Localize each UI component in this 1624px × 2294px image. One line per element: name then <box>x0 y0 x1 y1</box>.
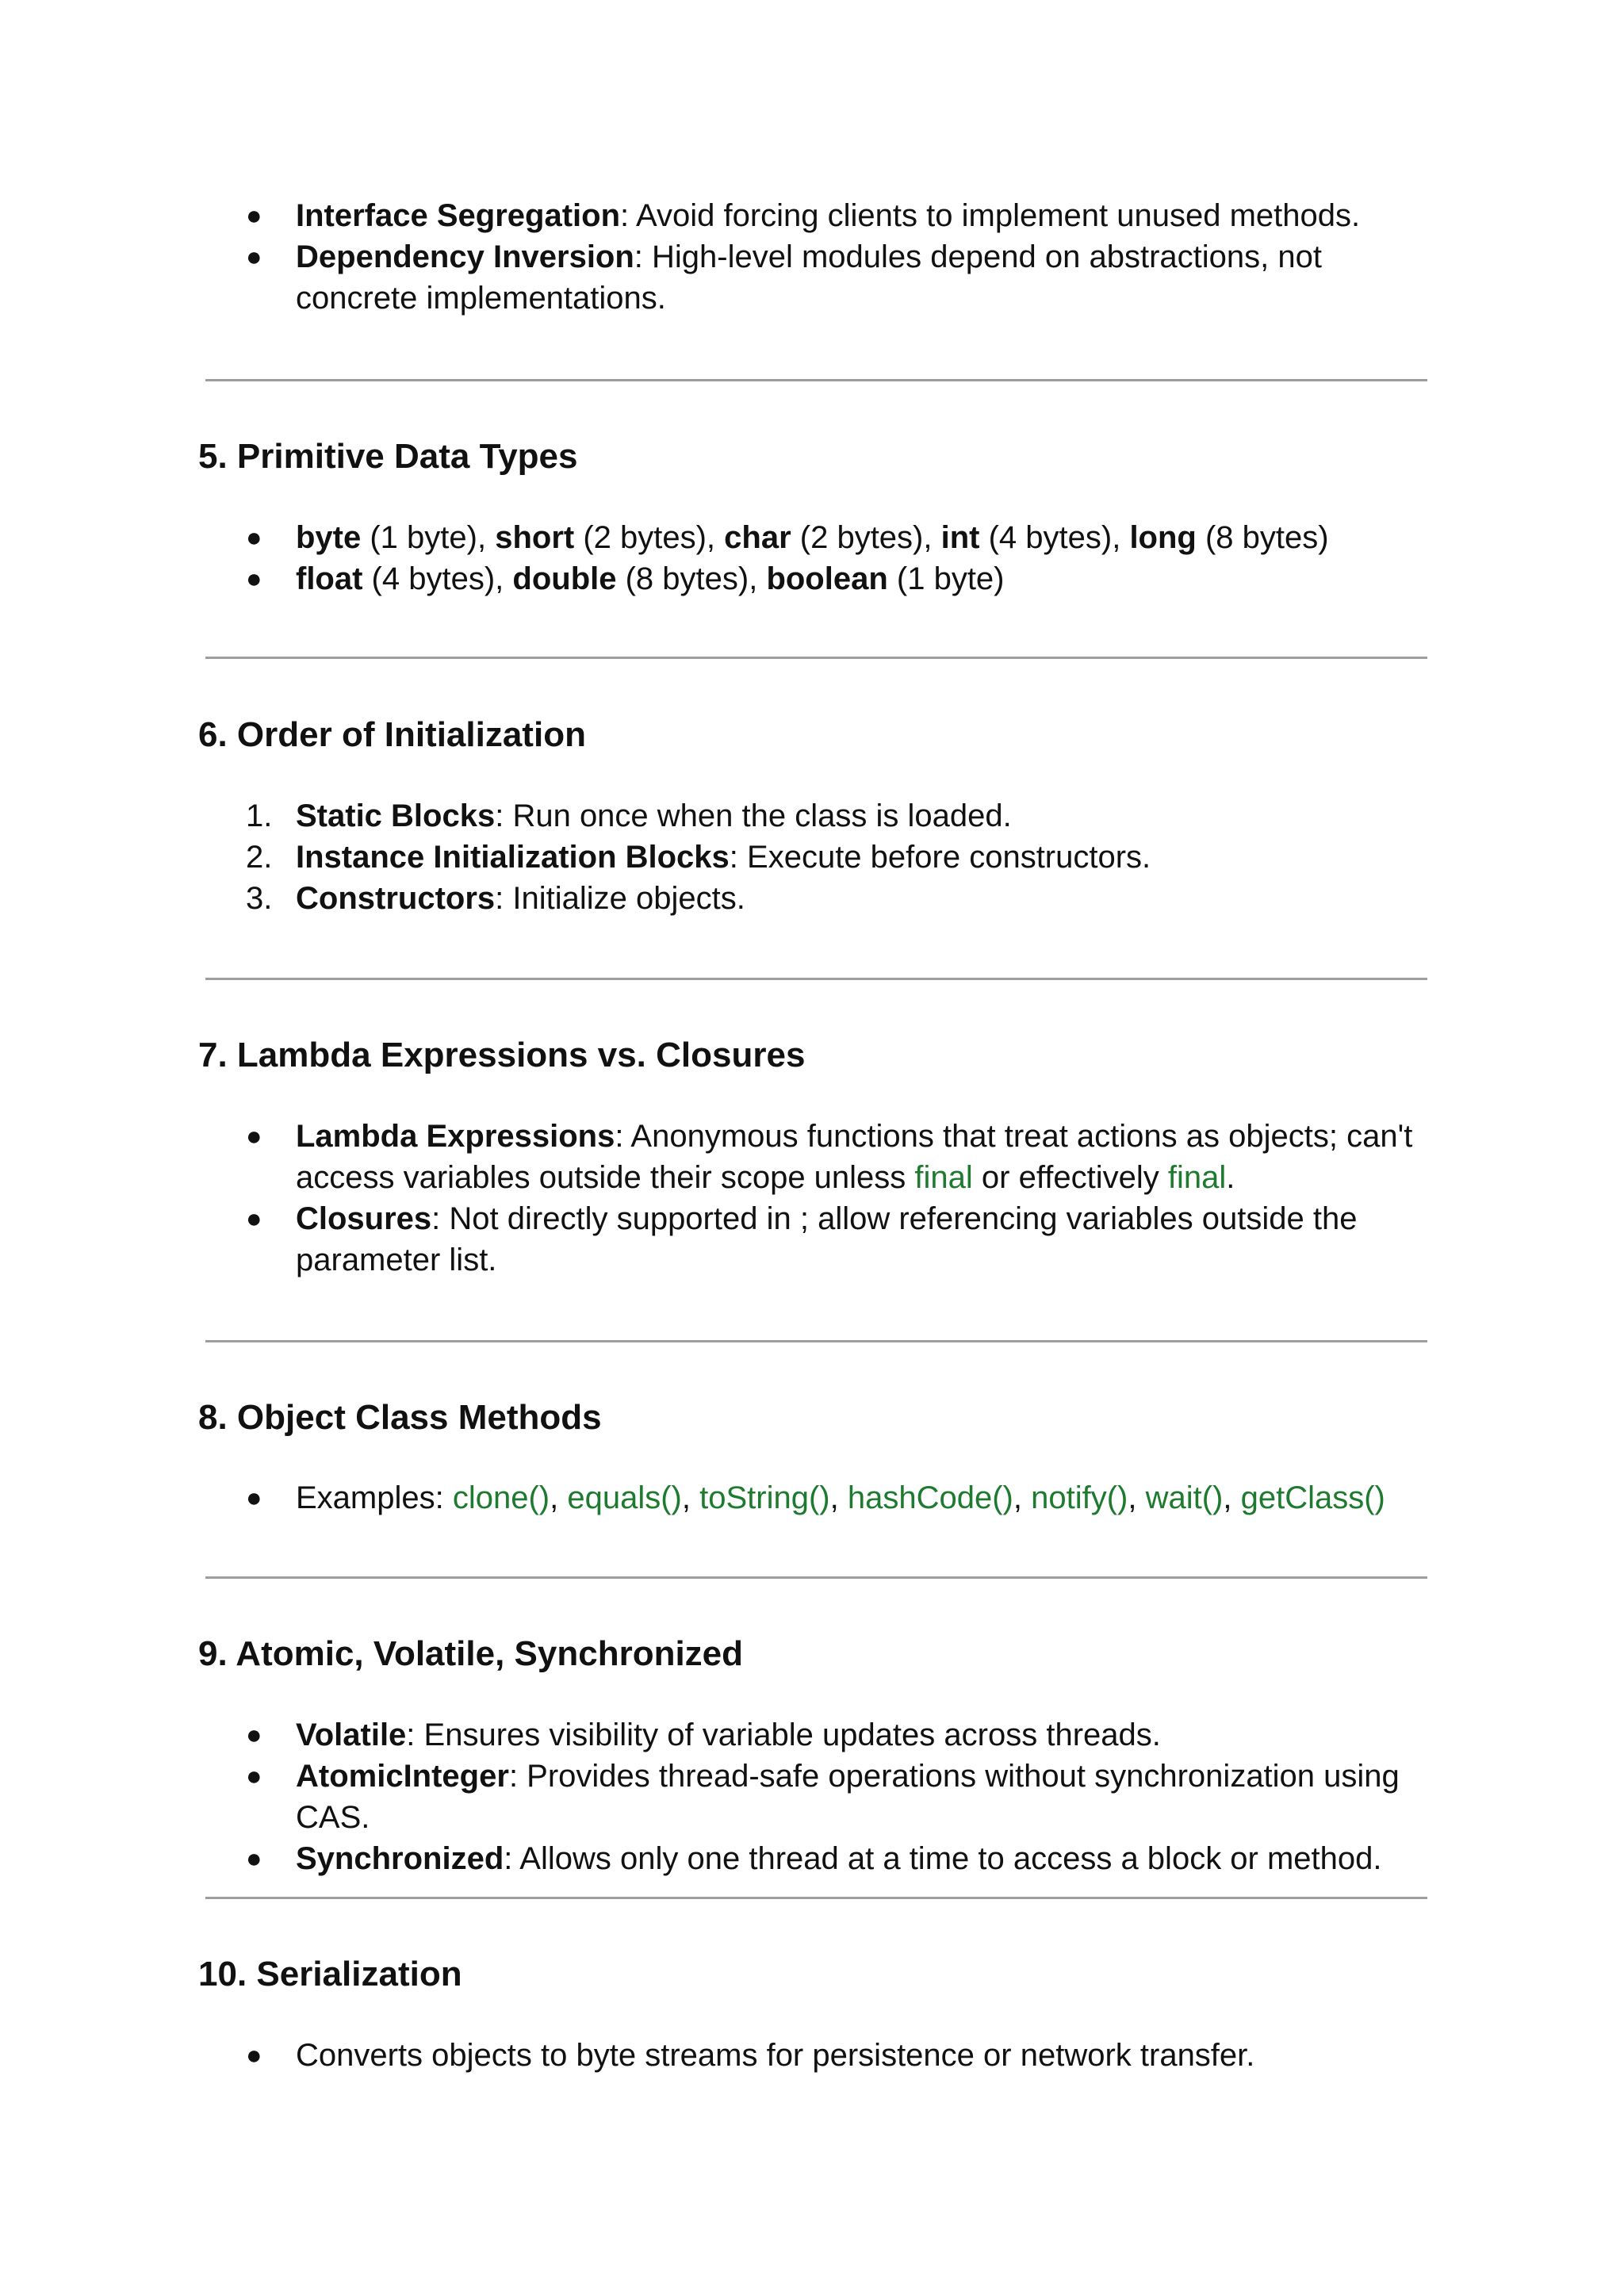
section-heading-object-methods: 8. Object Class Methods <box>198 1398 602 1437</box>
list-item: ● Closures: Not directly supported in ; allow referencing variables outside the parameter list. <box>0 1198 1624 1281</box>
term: Synchronized <box>296 1841 504 1876</box>
term: AtomicInteger <box>296 1759 509 1794</box>
bullet-icon: ● <box>246 201 262 231</box>
term: Dependency Inversion <box>296 239 634 274</box>
method-name: hashCode() <box>847 1480 1013 1515</box>
method-name: notify() <box>1031 1480 1128 1515</box>
list-item: ● float (4 bytes), double (8 bytes), boolean (1 byte) <box>0 558 1624 599</box>
section-heading-initialization: 6. Order of Initialization <box>198 715 586 754</box>
term: Volatile <box>296 1718 407 1752</box>
object-methods-list <box>0 1477 1624 1518</box>
list-item: 3. Constructors: Initialize objects. <box>0 878 1624 919</box>
term: Lambda Expressions <box>296 1119 615 1154</box>
method-name: toString() <box>699 1480 830 1515</box>
lambda-list <box>0 1116 1624 1281</box>
list-number: 3. <box>246 881 273 916</box>
section-divider <box>205 1576 1427 1579</box>
bullet-icon: ● <box>246 1720 262 1750</box>
term: Static Blocks <box>296 798 496 833</box>
list-item: ● AtomicInteger: Provides thread-safe operations without synchronization using CAS. <box>0 1756 1624 1838</box>
section-divider <box>205 978 1427 980</box>
list-item: 2. Instance Initialization Blocks: Execute before constructors. <box>0 837 1624 878</box>
section-divider <box>205 379 1427 381</box>
method-name: wait() <box>1145 1480 1224 1515</box>
method-name: equals() <box>567 1480 682 1515</box>
list-item: ● Volatile: Ensures visibility of variable updates across threads. <box>0 1714 1624 1756</box>
section-divider <box>205 1340 1427 1342</box>
bullet-icon: ● <box>246 523 262 553</box>
bullet-icon: ● <box>246 1844 262 1874</box>
list-item: ● Interface Segregation: Avoid forcing clients to implement unused methods. <box>0 195 1624 236</box>
initialization-order-list <box>0 795 1624 919</box>
list-item: ● Examples: clone(), equals(), toString(), hashCode(), notify(), wait(), getClass() <box>0 1477 1624 1518</box>
method-name: clone() <box>452 1480 550 1515</box>
term: Interface Segregation <box>296 198 621 233</box>
section-divider <box>205 1897 1427 1899</box>
list-item: ● Lambda Expressions: Anonymous functions that treat actions as objects; can't access variables outside their scope unless final or effectively final. <box>0 1116 1624 1198</box>
bullet-icon: ● <box>246 1121 262 1151</box>
term: Instance Initialization Blocks <box>296 840 730 875</box>
list-item: ● Converts objects to byte streams for persistence or network transfer. <box>0 2035 1624 2076</box>
list-item: 1. Static Blocks: Run once when the class is loaded. <box>0 795 1624 837</box>
concurrency-list <box>0 1714 1624 1879</box>
section-divider <box>205 657 1427 659</box>
section-heading-serialization: 10. Serialization <box>198 1955 462 1993</box>
section-heading-concurrency: 9. Atomic, Volatile, Synchronized <box>198 1634 744 1673</box>
code-keyword: final <box>1167 1160 1227 1195</box>
serialization-list <box>0 2035 1624 2076</box>
section-heading-primitive-types: 5. Primitive Data Types <box>198 437 578 476</box>
list-number: 2. <box>246 840 273 875</box>
term: Constructors <box>296 881 496 916</box>
bullet-icon: ● <box>246 1761 262 1791</box>
bullet-icon: ● <box>246 1483 262 1513</box>
list-item: ● byte (1 byte), short (2 bytes), char (2 bytes), int (4 bytes), long (8 bytes) <box>0 517 1624 558</box>
bullet-icon: ● <box>246 564 262 594</box>
solid-principles-list <box>0 195 1624 319</box>
list-item: ● Synchronized: Allows only one thread at a time to access a block or method. <box>0 1838 1624 1879</box>
bullet-icon: ● <box>246 1204 262 1234</box>
term: Closures <box>296 1201 432 1236</box>
list-number: 1. <box>246 798 273 833</box>
code-keyword: final <box>914 1160 973 1195</box>
section-heading-lambda: 7. Lambda Expressions vs. Closures <box>198 1036 806 1074</box>
bullet-icon: ● <box>246 2040 262 2070</box>
list-item: ● Dependency Inversion: High-level modules depend on abstractions, not concrete implementations. <box>0 236 1624 319</box>
bullet-icon: ● <box>246 242 262 272</box>
method-name: getClass() <box>1240 1480 1385 1515</box>
primitive-types-list <box>0 517 1624 599</box>
